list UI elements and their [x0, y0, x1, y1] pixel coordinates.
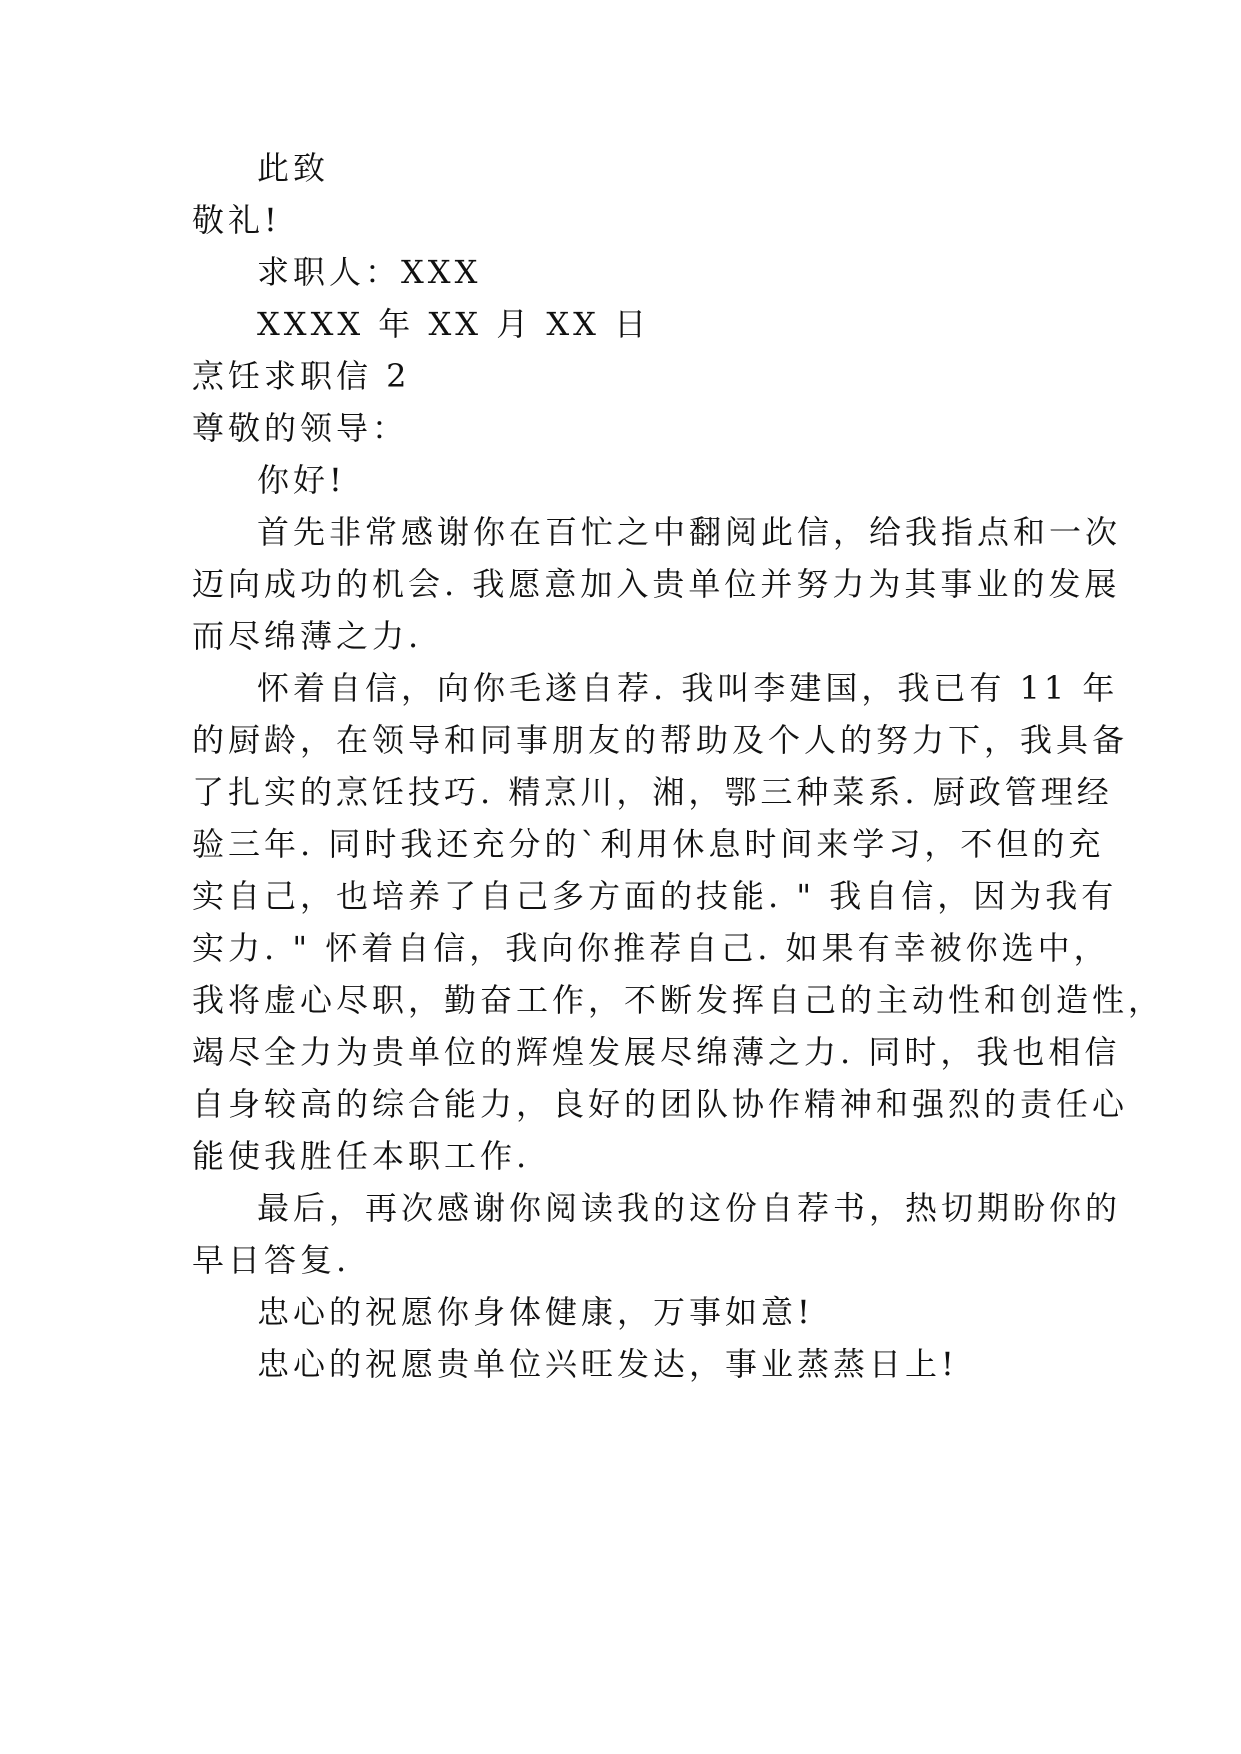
paragraph-line: 了扎实的烹饪技巧. 精烹川，湘，鄂三种菜系. 厨政管理经 — [192, 773, 1113, 811]
paragraph-line: 实力. " 怀着自信，我向你推荐自己. 如果有幸被你选中， — [192, 929, 1110, 967]
signature-date: XXXX 年 XX 月 XX 日 — [257, 305, 651, 343]
paragraph-line: 迈向成功的机会. 我愿意加入贵单位并努力为其事业的发展 — [192, 565, 1121, 603]
salutation: 尊敬的领导： — [192, 409, 409, 447]
paragraph-line: 怀着自信，向你毛遂自荐. 我叫李建国，我已有 11 年 — [257, 669, 1119, 707]
closing-greeting: 此致 — [257, 149, 330, 187]
wish-line: 忠心的祝愿你身体健康，万事如意! — [257, 1293, 814, 1331]
paragraph-line: 首先非常感谢你在百忙之中翻阅此信，给我指点和一次 — [257, 513, 1122, 551]
paragraph-line: 自身较高的综合能力，良好的团队协作精神和强烈的责任心 — [192, 1085, 1129, 1123]
letter-title: 烹饪求职信 2 — [192, 357, 411, 395]
paragraph-line: 我将虚心尽职，勤奋工作，不断发挥自己的主动性和创造性， — [192, 981, 1165, 1019]
paragraph-line: 而尽绵薄之力. — [192, 617, 423, 655]
paragraph-line: 最后，再次感谢你阅读我的这份自荐书，热切期盼你的 — [257, 1189, 1122, 1227]
hello: 你好! — [257, 461, 346, 499]
paragraph-line: 实自己，也培养了自己多方面的技能. " 我自信，因为我有 — [192, 877, 1118, 915]
wish-line: 忠心的祝愿贵单位兴旺发达，事业蒸蒸日上! — [257, 1345, 958, 1383]
paragraph-line: 的厨龄，在领导和同事朋友的帮助及个人的努力下，我具备 — [192, 721, 1129, 759]
paragraph-line: 验三年. 同时我还充分的`利用休息时间来学习，不但的充 — [192, 825, 1105, 863]
paragraph-line: 能使我胜任本职工作. — [192, 1137, 531, 1175]
signature: 求职人：XXX — [257, 253, 482, 291]
closing-salute: 敬礼! — [192, 201, 281, 239]
paragraph-line: 早日答复. — [192, 1241, 351, 1279]
paragraph-line: 竭尽全力为贵单位的辉煌发展尽绵薄之力. 同时，我也相信 — [192, 1033, 1121, 1071]
